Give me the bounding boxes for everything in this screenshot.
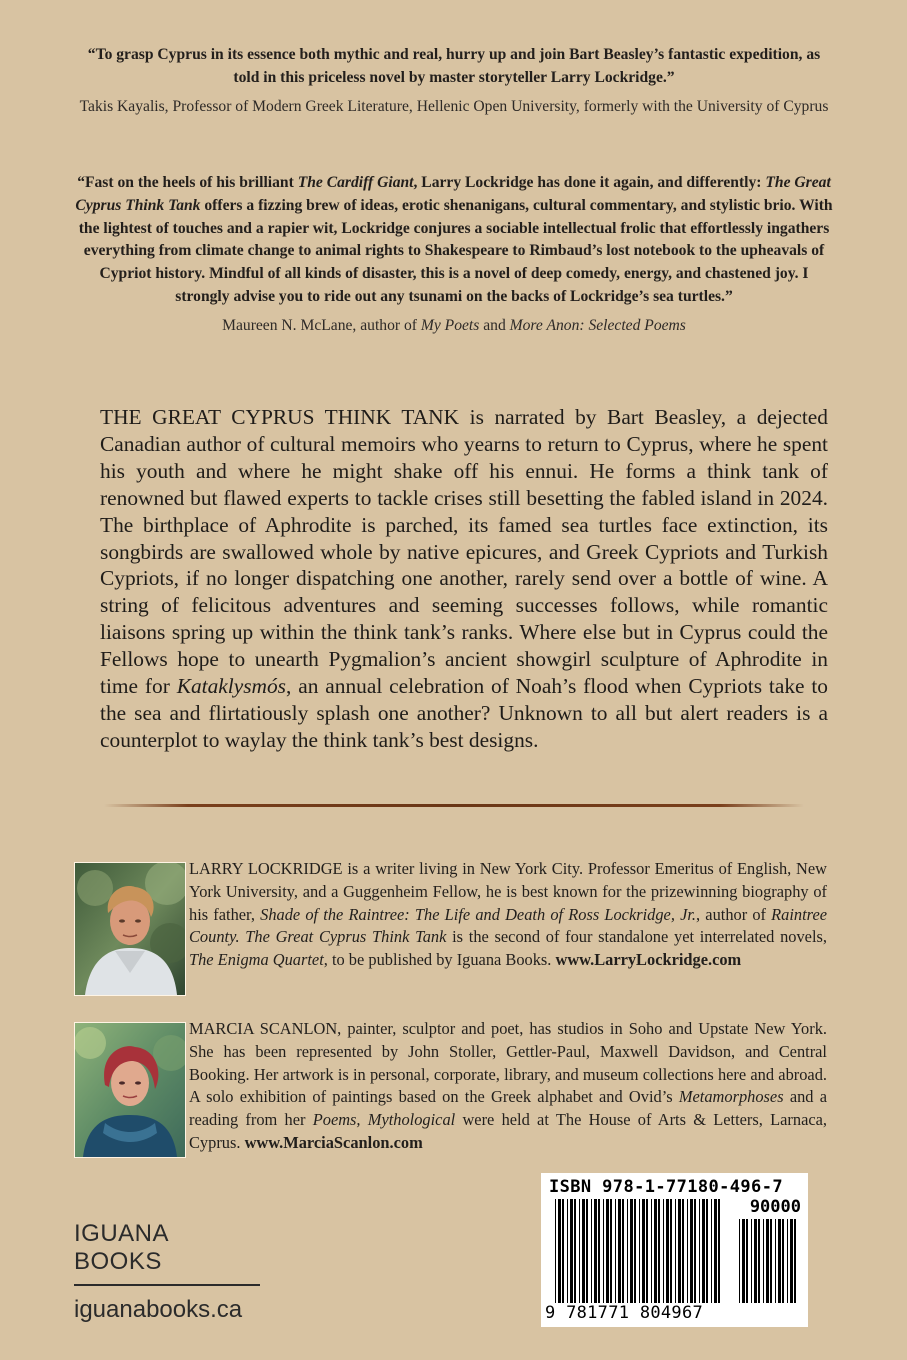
barcode-bar (682, 1199, 684, 1303)
author-bio-larry-lockridge: LARRY LOCKRIDGE is a writer living in New York City. Professor Emeritus of English, New York University, and a Guggenheim Fellow, he is best known for the prizewinning biography of his father, Shade of the Raintree: The Life and Death of Ross Lockridge, Jr., author of Raintree County. The Great Cyprus Think Tank is the second of four standalone yet interrelated novels, The Enigma Quartet, to be published by Iguana Books. www.LarryLockridge.com (189, 859, 828, 970)
barcode-bar (634, 1199, 636, 1303)
barcode-bar (758, 1219, 760, 1303)
barcode-bar (711, 1199, 712, 1303)
barcode-bar (778, 1219, 781, 1303)
artist-bio-marcia-scanlon: MARCIA SCANLON, painter, sculptor and poet, has studios in Soho and Upstate New York. She has been represented by John Stoller, Gettler-Paul, Maxwell Davidson, and Central Booking. Her artwork is in personal, corporate, library, and museum collections here and abroad. A solo exhibition of paintings based on the Greek alphabet and Ovid’s Metamorphoses and a reading from her Poems, Mythological were held at The House of Arts & Letters, Larnaca, Cyprus. www.MarciaScanlon.com (189, 1019, 827, 1152)
artist-photo-marcia-scanlon (74, 1022, 186, 1158)
barcode-bar (606, 1199, 609, 1303)
barcode-bar (615, 1199, 616, 1303)
barcode-bar (699, 1199, 700, 1303)
barcode-bar (618, 1199, 621, 1303)
barcode-bar (555, 1199, 556, 1303)
barcode-bar (558, 1199, 561, 1303)
barcode-bar (598, 1199, 600, 1303)
barcode-bar (678, 1199, 681, 1303)
barcode-bar (646, 1199, 648, 1303)
quote-1-text: “To grasp Cyprus in its essence both mythic and real, hurry up and join Bart Beasley’s fantastic expedition, as told in this priceless novel by master storyteller Larry Lockridge.” (87, 46, 821, 86)
barcode-bar (567, 1199, 568, 1303)
barcode-bar (687, 1199, 688, 1303)
barcode-bar (603, 1199, 604, 1303)
price-code: 90000 (749, 1197, 801, 1217)
quote-1-attribution: Takis Kayalis, Professor of Modern Greek Literature, Hellenic Open University, formerly with the University of Cyprus (79, 97, 829, 115)
barcode-bar (775, 1219, 776, 1303)
barcode-bar (763, 1219, 764, 1303)
barcode-bar (627, 1199, 628, 1303)
barcode-bar (794, 1219, 796, 1303)
barcode-bar (651, 1199, 652, 1303)
barcode-bar (663, 1199, 664, 1303)
barcode-bar (582, 1199, 585, 1303)
barcode-bar (591, 1199, 592, 1303)
author-website-link[interactable]: www.LarryLockridge.com (555, 950, 742, 970)
barcode-bar (639, 1199, 640, 1303)
ean-digits: 9 781771 804967 (545, 1303, 704, 1323)
barcode-bar (790, 1219, 793, 1303)
barcode-bar (714, 1199, 717, 1303)
barcode-bar (630, 1199, 633, 1303)
barcode-bar (622, 1199, 624, 1303)
author-photo-larry-lockridge (74, 862, 186, 996)
barcode-bar (694, 1199, 696, 1303)
book-description: THE GREAT CYPRUS THINK TANK is narrated by Bart Beasley, a dejected Canadian author of cultural memoirs who yearns to return to Cyprus, where he spent his youth and where he might shake off his ennui. He forms a think tank of renowned but flawed experts to tackle crises still besetting the fabled island in 2024. The birthplace of Aphrodite is parched, its famed sea turtles face extinction, its songbirds are swallowed whole by native epicures, and Greek Cypriots and Turkish Cypriots, if no longer dispatching one another, rarely send over a bottle of wine. A string of felicitous adventures and seeming successes follows, while romantic liaisons spring up within the think tank’s ranks. Where else but in Cyprus could the Fellows hope to unearth Pygmalion’s ancient showgirl sculpture of Aphrodite in time for Kataklysmós, an annual celebration of Noah’s flood when Cypriots take to the sea and flirtatiously splash one another? Unknown to all but alert readers is a counterplot to waylay the think tank’s best designs. (100, 405, 829, 752)
artist-website-link[interactable]: www.MarciaScanlon.com (244, 1132, 423, 1152)
barcode-bar (642, 1199, 645, 1303)
barcode-bar (579, 1199, 580, 1303)
barcode-bar (570, 1199, 573, 1303)
barcode-bar (658, 1199, 660, 1303)
barcode-bar (670, 1199, 672, 1303)
barcode-bar (666, 1199, 669, 1303)
barcode-bar (654, 1199, 657, 1303)
price-barcode-bars (739, 1219, 801, 1303)
isbn-label: ISBN 978-1-77180-496-7 (549, 1177, 783, 1197)
barcode-bar (766, 1219, 769, 1303)
barcode-bar (690, 1199, 693, 1303)
barcode-bar (742, 1219, 745, 1303)
endorsement-quote-1 (74, 44, 834, 118)
barcode-bar (746, 1219, 748, 1303)
publisher-imprint (74, 1220, 260, 1324)
ean-barcode-bars (555, 1199, 725, 1303)
barcode-bar (562, 1199, 564, 1303)
barcode-bar (787, 1219, 788, 1303)
barcode-bar (675, 1199, 676, 1303)
barcode-bar (594, 1199, 597, 1303)
barcode-bar (610, 1199, 612, 1303)
barcode-bar (754, 1219, 757, 1303)
barcode-bar (706, 1199, 708, 1303)
section-divider (104, 804, 804, 807)
quote-2-text: “Fast on the heels of his brilliant The Cardiff Giant, Larry Lockridge has done it again, and differently: The Great Cyprus Think Tank offers a fizzing brew of ideas, erotic shenanigans, cultural commentary, and stylistic brio. With the lightest of touches and a rapier wit, Lockridge conjures a sociable intellectual frolic that effortlessly ingathers everything from climate change to animal rights to Shakespeare to Rimbaud’s lost notebook to the upheavals of Cypriot history. Mindful of all kinds of disaster, this is a novel of deep comedy, energy, and chastened joy. I strongly advise you to ride out any tsunami on the backs of Lockridge’s sea turtles.” (75, 174, 833, 305)
barcode-bar (718, 1199, 720, 1303)
barcode-bar (751, 1219, 752, 1303)
isbn-barcode (541, 1173, 808, 1327)
barcode-bar (739, 1219, 740, 1303)
publisher-name: IGUANA BOOKS (74, 1220, 260, 1286)
barcode-bar (770, 1219, 772, 1303)
publisher-website[interactable]: iguanabooks.ca (74, 1296, 243, 1323)
barcode-bar (586, 1199, 588, 1303)
barcode-bar (782, 1219, 784, 1303)
barcode-bar (702, 1199, 705, 1303)
endorsement-quote-2 (74, 172, 834, 338)
barcode-bar (574, 1199, 576, 1303)
quote-2-attribution: Maureen N. McLane, author of My Poets and More Anon: Selected Poems (222, 316, 686, 334)
